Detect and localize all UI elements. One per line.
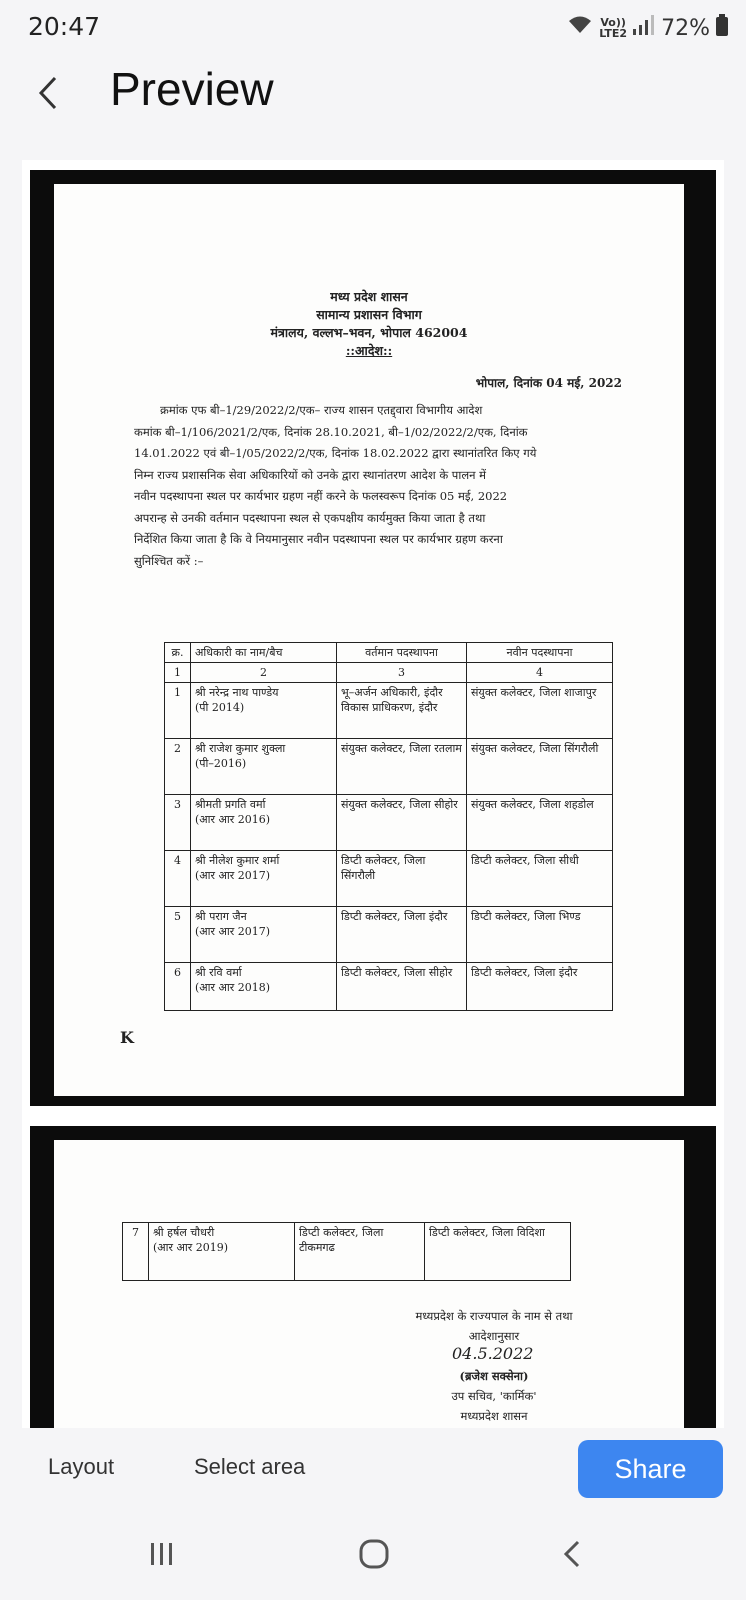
- header-line-2: सामान्य प्रशासन विभाग: [316, 307, 422, 322]
- officer-name: श्री पराग जैन: [195, 910, 247, 923]
- new-posting: डिप्टी कलेक्टर, जिला भिण्ड: [467, 907, 613, 963]
- row-sn: 4: [165, 851, 191, 907]
- body-line: 14.01.2022 एवं बी–1/05/2022/2/एक, दिनांक 18.02.2022 द्वारा स्थानांतरित किए गये: [134, 446, 537, 460]
- current-posting: डिप्टी कलेक्टर, जिला सीहोर: [337, 963, 467, 1011]
- officer-batch: (पी 2014): [195, 701, 245, 714]
- officer-batch: (आर आर 2018): [195, 981, 271, 994]
- home-button[interactable]: [344, 1530, 404, 1578]
- select-area-button[interactable]: Select area: [194, 1454, 306, 1479]
- new-posting: संयुक्त कलेक्टर, जिला शाजापुर: [467, 683, 613, 739]
- table-row: [165, 907, 613, 963]
- header-line-4: ::आदेश::: [345, 343, 393, 358]
- body-line: नवीन पदस्थापना स्थल पर कार्यभार ग्रहण नहीं करने के फलस्वरूप दिनांक 05 मई, 2022: [134, 489, 508, 503]
- officer-batch: (आर आर 2017): [195, 869, 271, 882]
- row-sn: 7: [123, 1223, 149, 1281]
- share-button[interactable]: Share: [578, 1440, 723, 1498]
- current-posting: संयुक्त कलेक्टर, जिला रतलाम: [337, 739, 467, 795]
- column-number: 3: [337, 663, 467, 683]
- system-nav-bar: [0, 1508, 746, 1600]
- officer-cell: [191, 963, 337, 1011]
- body-line: सुनिश्चित करें :–: [134, 553, 204, 568]
- document-preview[interactable]: [22, 160, 724, 1428]
- new-posting: संयुक्त कलेक्टर, जिला शहडोल: [467, 795, 613, 851]
- battery-icon: [716, 14, 728, 42]
- header-line-1: मध्य प्रदेश शासन: [330, 289, 408, 304]
- back-button[interactable]: [28, 66, 68, 120]
- officer-cell: [191, 683, 337, 739]
- nav-back-button[interactable]: [542, 1530, 602, 1578]
- column-header: नवीन पदस्थापना: [467, 643, 613, 663]
- table-header-row: [165, 643, 613, 663]
- table-row: [165, 683, 613, 739]
- signatory-name: (ब्रजेश सक्सेना): [459, 1369, 529, 1383]
- row-sn: 5: [165, 907, 191, 963]
- body-line: निर्देशित किया जाता है कि वे नियमानुसार नवीन पदस्थापना स्थल पर कार्यभार ग्रहण करना: [134, 532, 503, 546]
- recents-icon: [149, 1541, 175, 1567]
- officer-name: श्री रवि वर्मा: [195, 966, 242, 979]
- current-posting: संयुक्त कलेक्टर, जिला सीहोर: [337, 795, 467, 851]
- body-line: क्रमांक एफ बी–1/29/2022/2/एक– राज्य शासन एतद्द्वारा विभागीय आदेश: [160, 403, 483, 417]
- current-posting: डिप्टी कलेक्टर, जिला टीकमगढ: [295, 1223, 425, 1281]
- new-posting: संयुक्त कलेक्टर, जिला सिंगरौली: [467, 739, 613, 795]
- date-line: भोपाल, दिनांक 04 मई, 2022: [475, 376, 622, 390]
- table-row: [165, 739, 613, 795]
- layout-button[interactable]: Layout: [48, 1454, 115, 1479]
- signature-scribble: 04.5.2022: [452, 1344, 534, 1363]
- header-line-3: मंत्रालय, वल्लभ–भवन, भोपाल 462004: [270, 325, 468, 340]
- officer-batch: (आर आर 2017): [195, 925, 271, 938]
- body-line: कमांक बी–1/106/2021/2/एक, दिनांक 28.10.2021, बी–1/02/2022/2/एक, दिनांक: [134, 424, 528, 439]
- column-header: वर्तमान पदस्थापना: [337, 643, 467, 663]
- signature-line: आदेशानुसार: [468, 1329, 520, 1343]
- column-number: 2: [191, 663, 337, 683]
- table-row: [165, 851, 613, 907]
- page-mark: K: [120, 1028, 134, 1047]
- signal-icon: [633, 15, 655, 41]
- officer-batch: (पी–2016): [195, 757, 247, 770]
- status-bar: [0, 0, 746, 56]
- current-posting: डिप्टी कलेक्टर, जिला इंदौर: [337, 907, 467, 963]
- table-row: [165, 963, 613, 1011]
- status-time: 20:47: [28, 12, 101, 41]
- status-icons: [567, 14, 728, 42]
- new-posting: डिप्टी कलेक्टर, जिला विदिशा: [425, 1223, 571, 1281]
- recents-button[interactable]: [132, 1530, 192, 1578]
- column-number: 4: [467, 663, 613, 683]
- battery-percent: 72%: [661, 15, 710, 41]
- column-header: क्र.: [165, 643, 191, 663]
- network-volte: Vo)): [600, 16, 626, 29]
- bottom-action-bar: [0, 1428, 746, 1508]
- table-row: [165, 795, 613, 851]
- table-row: [123, 1223, 571, 1281]
- officer-name: श्री नीलेश कुमार शर्मा: [195, 854, 280, 867]
- transfer-table-continued: [122, 1222, 571, 1281]
- officer-cell: [191, 795, 337, 851]
- officer-batch: (आर आर 2016): [195, 813, 271, 826]
- officer-batch: (आर आर 2019): [153, 1241, 229, 1254]
- row-sn: 6: [165, 963, 191, 1011]
- officer-cell: [191, 851, 337, 907]
- table-number-row: [165, 663, 613, 683]
- new-posting: डिप्टी कलेक्टर, जिला सीधी: [467, 851, 613, 907]
- app-bar: [0, 56, 746, 136]
- officer-cell: [191, 907, 337, 963]
- order-body: [134, 400, 629, 572]
- home-icon: [358, 1538, 390, 1570]
- transfer-table: [164, 642, 613, 1011]
- officer-name: श्री हर्षल चौधरी: [153, 1226, 215, 1239]
- body-line: निम्न राज्य प्रशासनिक सेवा अधिकारियों को उनके द्वारा स्थानांतरण आदेश के पालन में: [134, 467, 487, 482]
- document-page-1: [30, 170, 716, 1106]
- new-posting: डिप्टी कलेक्टर, जिला इंदौर: [467, 963, 613, 1011]
- officer-cell: [149, 1223, 295, 1281]
- signature-line: मध्यप्रदेश के राज्यपाल के नाम से तथा: [415, 1309, 573, 1323]
- body-line: अपरान्ह से उनकी वर्तमान पदस्थापना स्थल से एकपक्षीय कार्यमुक्त किया जाता है तथा: [134, 510, 486, 525]
- officer-name: श्रीमती प्रगति वर्मा: [195, 798, 266, 811]
- row-sn: 3: [165, 795, 191, 851]
- wifi-icon: [567, 15, 593, 41]
- page-title: Preview: [110, 63, 274, 115]
- column-number: 1: [165, 663, 191, 683]
- signatory-office: मध्यप्रदेश शासन: [460, 1409, 528, 1423]
- row-sn: 1: [165, 683, 191, 739]
- network-lte: LTE2: [599, 27, 628, 40]
- row-sn: 2: [165, 739, 191, 795]
- signatory-designation: उप सचिव, 'कार्मिक': [451, 1389, 537, 1403]
- column-header: अधिकारी का नाम/बैच: [191, 643, 337, 663]
- current-posting: डिप्टी कलेक्टर, जिला सिंगरौली: [337, 851, 467, 907]
- officer-name: श्री नरेन्द्र नाथ पाण्डेय: [195, 686, 279, 699]
- chevron-left-icon: [37, 75, 59, 111]
- current-posting: भू–अर्जन अधिकारी, इंदौर विकास प्राधिकरण, इंदौर: [337, 683, 467, 739]
- officer-name: श्री राजेश कुमार शुक्ला: [195, 742, 286, 755]
- network-type: [599, 17, 627, 39]
- officer-cell: [191, 739, 337, 795]
- document-page-2: [30, 1126, 716, 1428]
- back-icon: [562, 1539, 582, 1569]
